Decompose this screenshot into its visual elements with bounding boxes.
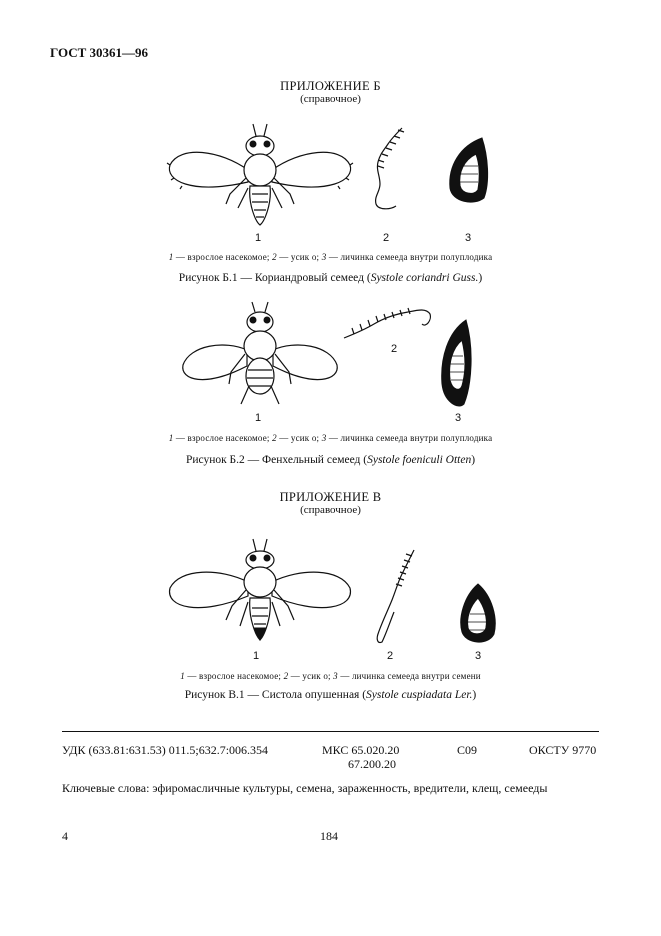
figure-b1-label-2: 2 — [383, 232, 390, 244]
figure-b2-legend: 1 — взрослое насекомое; 2 — усик о; 3 — личинка семееда внутри полуплодика — [168, 433, 493, 443]
figure-b1-label-1: 1 — [255, 232, 262, 244]
figure-v1-adult-insect-illustration — [160, 538, 360, 648]
figure-v1-larva-illustration — [456, 582, 498, 646]
figure-b1-caption: Рисунок Б.1 — Кориандровый семеед (Systole coriandri Guss.) — [178, 272, 483, 284]
footer-okstu: ОКСТУ 9770 — [529, 743, 597, 757]
figure-b2-antenna-illustration — [340, 306, 436, 344]
appendix-v-subtitle: (справочное) — [300, 504, 361, 516]
appendix-b-title: ПРИЛОЖЕНИЕ Б — [280, 79, 381, 93]
figure-b1-label-3: 3 — [465, 232, 472, 244]
appendix-v-title: ПРИЛОЖЕНИЕ В — [279, 490, 382, 504]
figure-b2-label-1: 1 — [255, 412, 262, 424]
footer-divider — [62, 731, 599, 732]
figure-v1-label-2: 2 — [387, 650, 394, 662]
figure-v1-label-1: 1 — [253, 650, 260, 662]
page-number-left: 4 — [62, 829, 68, 843]
figure-b2-adult-insect-illustration — [175, 300, 345, 410]
figure-b1-larva-illustration — [444, 136, 490, 206]
page-number-center: 184 — [320, 829, 338, 843]
document-id: ГОСТ 30361—96 — [50, 45, 149, 60]
figure-b1-legend: 1 — взрослое насекомое; 2 — усик о; 3 — личинка семееда внутри полуплодика — [168, 252, 493, 262]
figure-b2-caption: Рисунок Б.2 — Фенхельный семеед (Systole foeniculi Otten) — [185, 454, 476, 466]
footer-udk: УДК (633.81:631.53) 011.5;632.7:006.354 — [62, 743, 269, 757]
figure-b1-antenna-illustration — [368, 124, 410, 216]
figure-v1-label-3: 3 — [475, 650, 482, 662]
figure-b2-label-2: 2 — [391, 343, 398, 355]
figure-v1-antenna-illustration — [370, 548, 420, 648]
footer-keywords: Ключевые слова: эфиромасличные культуры, семена, зараженность, вредители, клещ, семееды — [62, 781, 548, 795]
figure-b1-adult-insect-illustration — [160, 120, 360, 230]
footer-mks: МКС 65.020.20 — [322, 743, 400, 757]
footer-code: С09 — [457, 743, 478, 757]
appendix-b-subtitle: (справочное) — [300, 93, 361, 105]
footer-mks-2: 67.200.20 — [348, 757, 396, 771]
figure-v1-caption: Рисунок В.1 — Систола опушенная (Systole cuspiadata Ler.) — [184, 689, 477, 701]
figure-b2-larva-illustration — [436, 318, 476, 410]
figure-v1-legend: 1 — взрослое насекомое; 2 — усик о; 3 — личинка семееда внутри семени — [180, 671, 481, 681]
figure-b2-label-3: 3 — [455, 412, 462, 424]
